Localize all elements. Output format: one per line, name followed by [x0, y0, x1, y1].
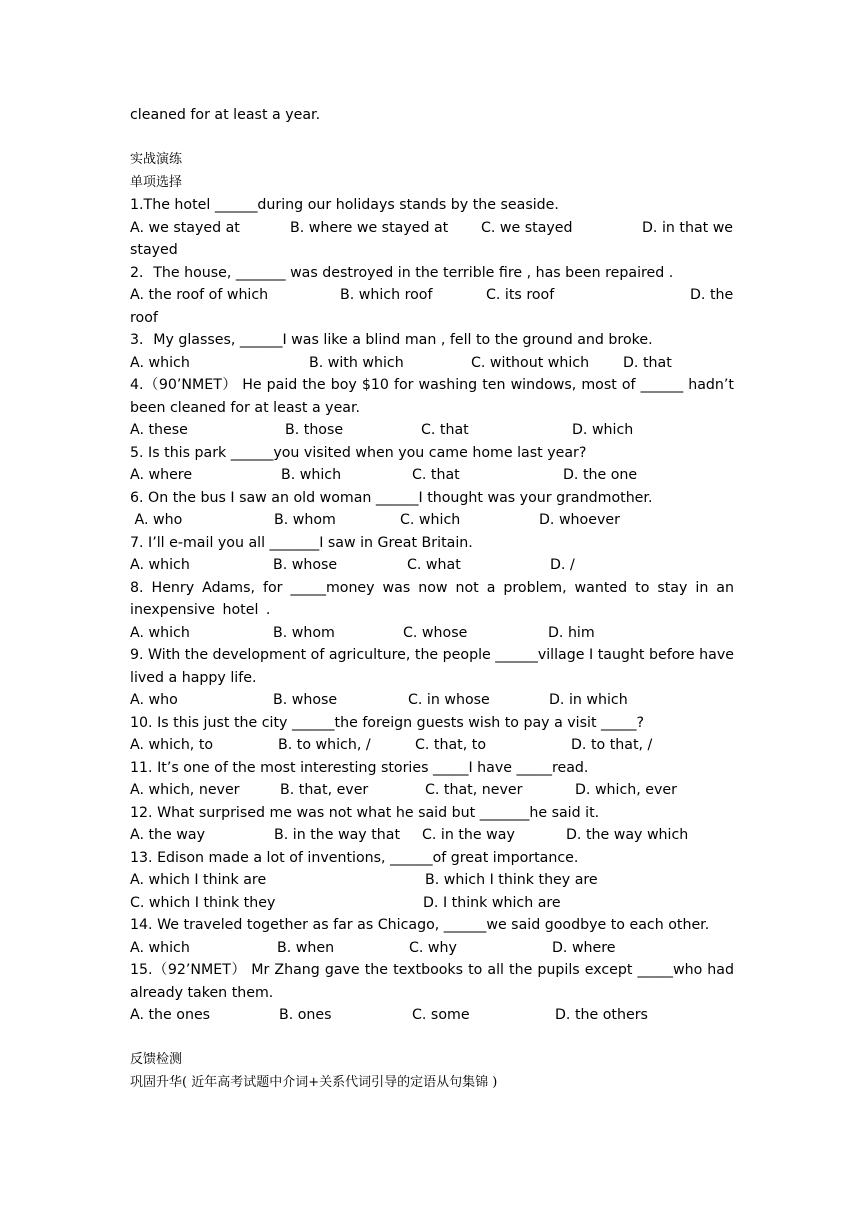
question-2-wrap: roof [130, 309, 158, 326]
question-14-stem: 14. We traveled together as far as Chicago, ______we said goodbye to each other. [130, 917, 710, 933]
question-11-option-b[interactable]: B. that, ever [280, 782, 369, 798]
question-4-option-a[interactable]: A. these [130, 422, 188, 438]
question-12-option-b[interactable]: B. in the way that [274, 827, 401, 843]
question-1-option-a[interactable]: A. we stayed at [130, 219, 240, 236]
question-14-option-a[interactable]: A. which [130, 939, 190, 956]
question-8-option-d[interactable]: D. him [548, 624, 595, 641]
question-1-wrap: stayed [130, 242, 178, 258]
question-9-stem: 9. With the development of agriculture, the people ______village I taught before have lived a happy life. [130, 647, 734, 686]
question-2-option-a[interactable]: A. the roof of which [130, 287, 269, 303]
question-15-option-a[interactable]: A. the ones [130, 1007, 211, 1023]
question-7-stem: 7. I’ll e-mail you all _______I saw in Great Britain. [130, 534, 473, 551]
question-3-option-a[interactable]: A. which [130, 354, 190, 371]
question-15-stem: 15.（92’NMET） Mr Zhang gave the textbooks to all the pupils except _____who had already taken them. [130, 962, 734, 1001]
question-14-option-d[interactable]: D. where [552, 939, 616, 956]
question-4-options [130, 419, 734, 442]
question-6-option-c[interactable]: C. which [400, 512, 461, 528]
question-2-options [130, 284, 734, 307]
question-4-stem: 4.（90’NMET） He paid the boy $10 for washing ten windows, most of ______ hadn’t been cleaned for at least a year. [130, 377, 734, 416]
question-6-options [130, 509, 734, 532]
question-15-options [130, 1004, 734, 1027]
question-2-option-b[interactable]: B. which roof [340, 287, 433, 303]
question-14-option-b[interactable]: B. when [277, 939, 335, 956]
question-8-option-b[interactable]: B. whom [273, 624, 335, 641]
spacer [130, 1027, 734, 1050]
question-2-stem: 2．The house, _______ was destroyed in the terrible fire , has been repaired . [130, 264, 674, 281]
question-5-option-d[interactable]: D. the one [563, 467, 638, 483]
section-consolidate-heading: 巩固升华( 近年高考试题中介词+关系代词引导的定语从句集锦 ) [130, 1074, 498, 1090]
question-7-option-b[interactable]: B. whose [273, 557, 338, 573]
question-13-option-c[interactable]: C. which I think they [130, 894, 276, 911]
question-13-stem: 13. Edison made a lot of inventions, ______of great importance. [130, 849, 579, 866]
question-1-option-b[interactable]: B. where we stayed at [290, 219, 449, 236]
question-5-option-c[interactable]: C. that [412, 467, 460, 483]
section-single-choice-heading: 单项选择 [130, 174, 183, 190]
question-11-stem: 11. It’s one of the most interesting stories _____I have _____read. [130, 759, 589, 776]
question-5-stem: 5. Is this park ______you visited when you came home last year? [130, 444, 587, 461]
question-10-option-c[interactable]: C. that, to [415, 737, 486, 753]
question-5-option-a[interactable]: A. where [130, 467, 193, 483]
question-15-option-b[interactable]: B. ones [279, 1007, 332, 1023]
question-12-option-d[interactable]: D. the way which [566, 827, 689, 843]
question-3-options [130, 352, 734, 375]
question-9-option-c[interactable]: C. in whose [408, 692, 490, 708]
question-11-options [130, 779, 734, 802]
question-1-option-d[interactable]: D. in that we [642, 219, 734, 236]
question-12-option-a[interactable]: A. the way [130, 827, 205, 843]
question-8-stem: 8. Henry Adams, for _____money was now not a problem, wanted to stay in an inexpensive hotel . [130, 579, 734, 618]
question-14-options [130, 937, 734, 960]
question-7-option-c[interactable]: C. what [407, 557, 461, 573]
question-11-option-a[interactable]: A. which, never [130, 782, 240, 798]
question-13-option-a[interactable]: A. which I think are [130, 872, 267, 888]
question-8-option-c[interactable]: C. whose [403, 624, 468, 641]
question-11-option-d[interactable]: D. which, ever [575, 782, 677, 798]
question-8-option-a[interactable]: A. which [130, 624, 190, 641]
question-13-option-d[interactable]: D. I think which are [423, 894, 561, 911]
question-4-option-d[interactable]: D. which [572, 422, 634, 438]
question-15-option-c[interactable]: C. some [412, 1007, 470, 1023]
question-11-option-c[interactable]: C. that, never [425, 782, 523, 798]
question-4-option-c[interactable]: C. that [421, 422, 469, 438]
question-3-stem: 3．My glasses, ______I was like a blind man , fell to the ground and broke. [130, 332, 653, 348]
question-10-stem: 10. Is this just the city ______the foreign guests wish to pay a visit _____? [130, 714, 645, 731]
question-9-option-a[interactable]: A. who [130, 692, 178, 708]
question-13-options-row2 [130, 892, 734, 915]
question-7-option-a[interactable]: A. which [130, 557, 190, 573]
question-6-stem: 6. On the bus I saw an old woman ______I thought was your grandmother. [130, 489, 653, 506]
question-1-option-c[interactable]: C. we stayed [481, 219, 573, 236]
question-5-option-b[interactable]: B. which [281, 467, 342, 483]
question-2-option-c[interactable]: C. its roof [486, 287, 555, 303]
question-6-option-a[interactable]: A. who [130, 512, 183, 528]
question-10-option-a[interactable]: A. which, to [130, 737, 214, 753]
question-9-option-b[interactable]: B. whose [273, 692, 338, 708]
question-2-option-d[interactable]: D. the [690, 287, 734, 303]
document-page [130, 104, 734, 1094]
question-14-option-c[interactable]: C. why [409, 939, 457, 956]
question-10-options [130, 734, 734, 757]
question-4-option-b[interactable]: B. those [285, 422, 344, 438]
question-15-option-d[interactable]: D. the others [555, 1007, 648, 1023]
question-8-options [130, 622, 734, 645]
question-6-option-d[interactable]: D. whoever [539, 512, 620, 528]
question-12-options [130, 824, 734, 847]
intro-tail: cleaned for at least a year. [130, 107, 321, 123]
question-10-option-b[interactable]: B. to which, / [278, 737, 371, 753]
section-feedback-heading: 反馈检测 [130, 1052, 183, 1067]
question-9-option-d[interactable]: D. in which [549, 692, 628, 708]
question-3-option-d[interactable]: D. that [623, 354, 672, 371]
question-1-stem: 1.The hotel ______during our holidays stands by the seaside. [130, 197, 559, 213]
spacer [130, 127, 734, 150]
question-12-stem: 12. What surprised me was not what he said but _______he said it. [130, 804, 600, 821]
question-1-options [130, 217, 734, 240]
question-3-option-b[interactable]: B. with which [309, 354, 404, 371]
question-13-option-b[interactable]: B. which I think they are [425, 872, 598, 888]
question-7-options [130, 554, 734, 577]
question-10-option-d[interactable]: D. to that, / [571, 737, 653, 753]
question-12-option-c[interactable]: C. in the way [422, 827, 515, 843]
question-6-option-b[interactable]: B. whom [274, 512, 336, 528]
question-3-option-c[interactable]: C. without which [471, 354, 590, 371]
question-7-option-d[interactable]: D. / [550, 557, 575, 573]
question-9-options [130, 689, 734, 712]
question-5-options [130, 464, 734, 487]
question-13-options-row1 [130, 869, 734, 892]
section-practice-heading: 实战演练 [130, 152, 183, 167]
